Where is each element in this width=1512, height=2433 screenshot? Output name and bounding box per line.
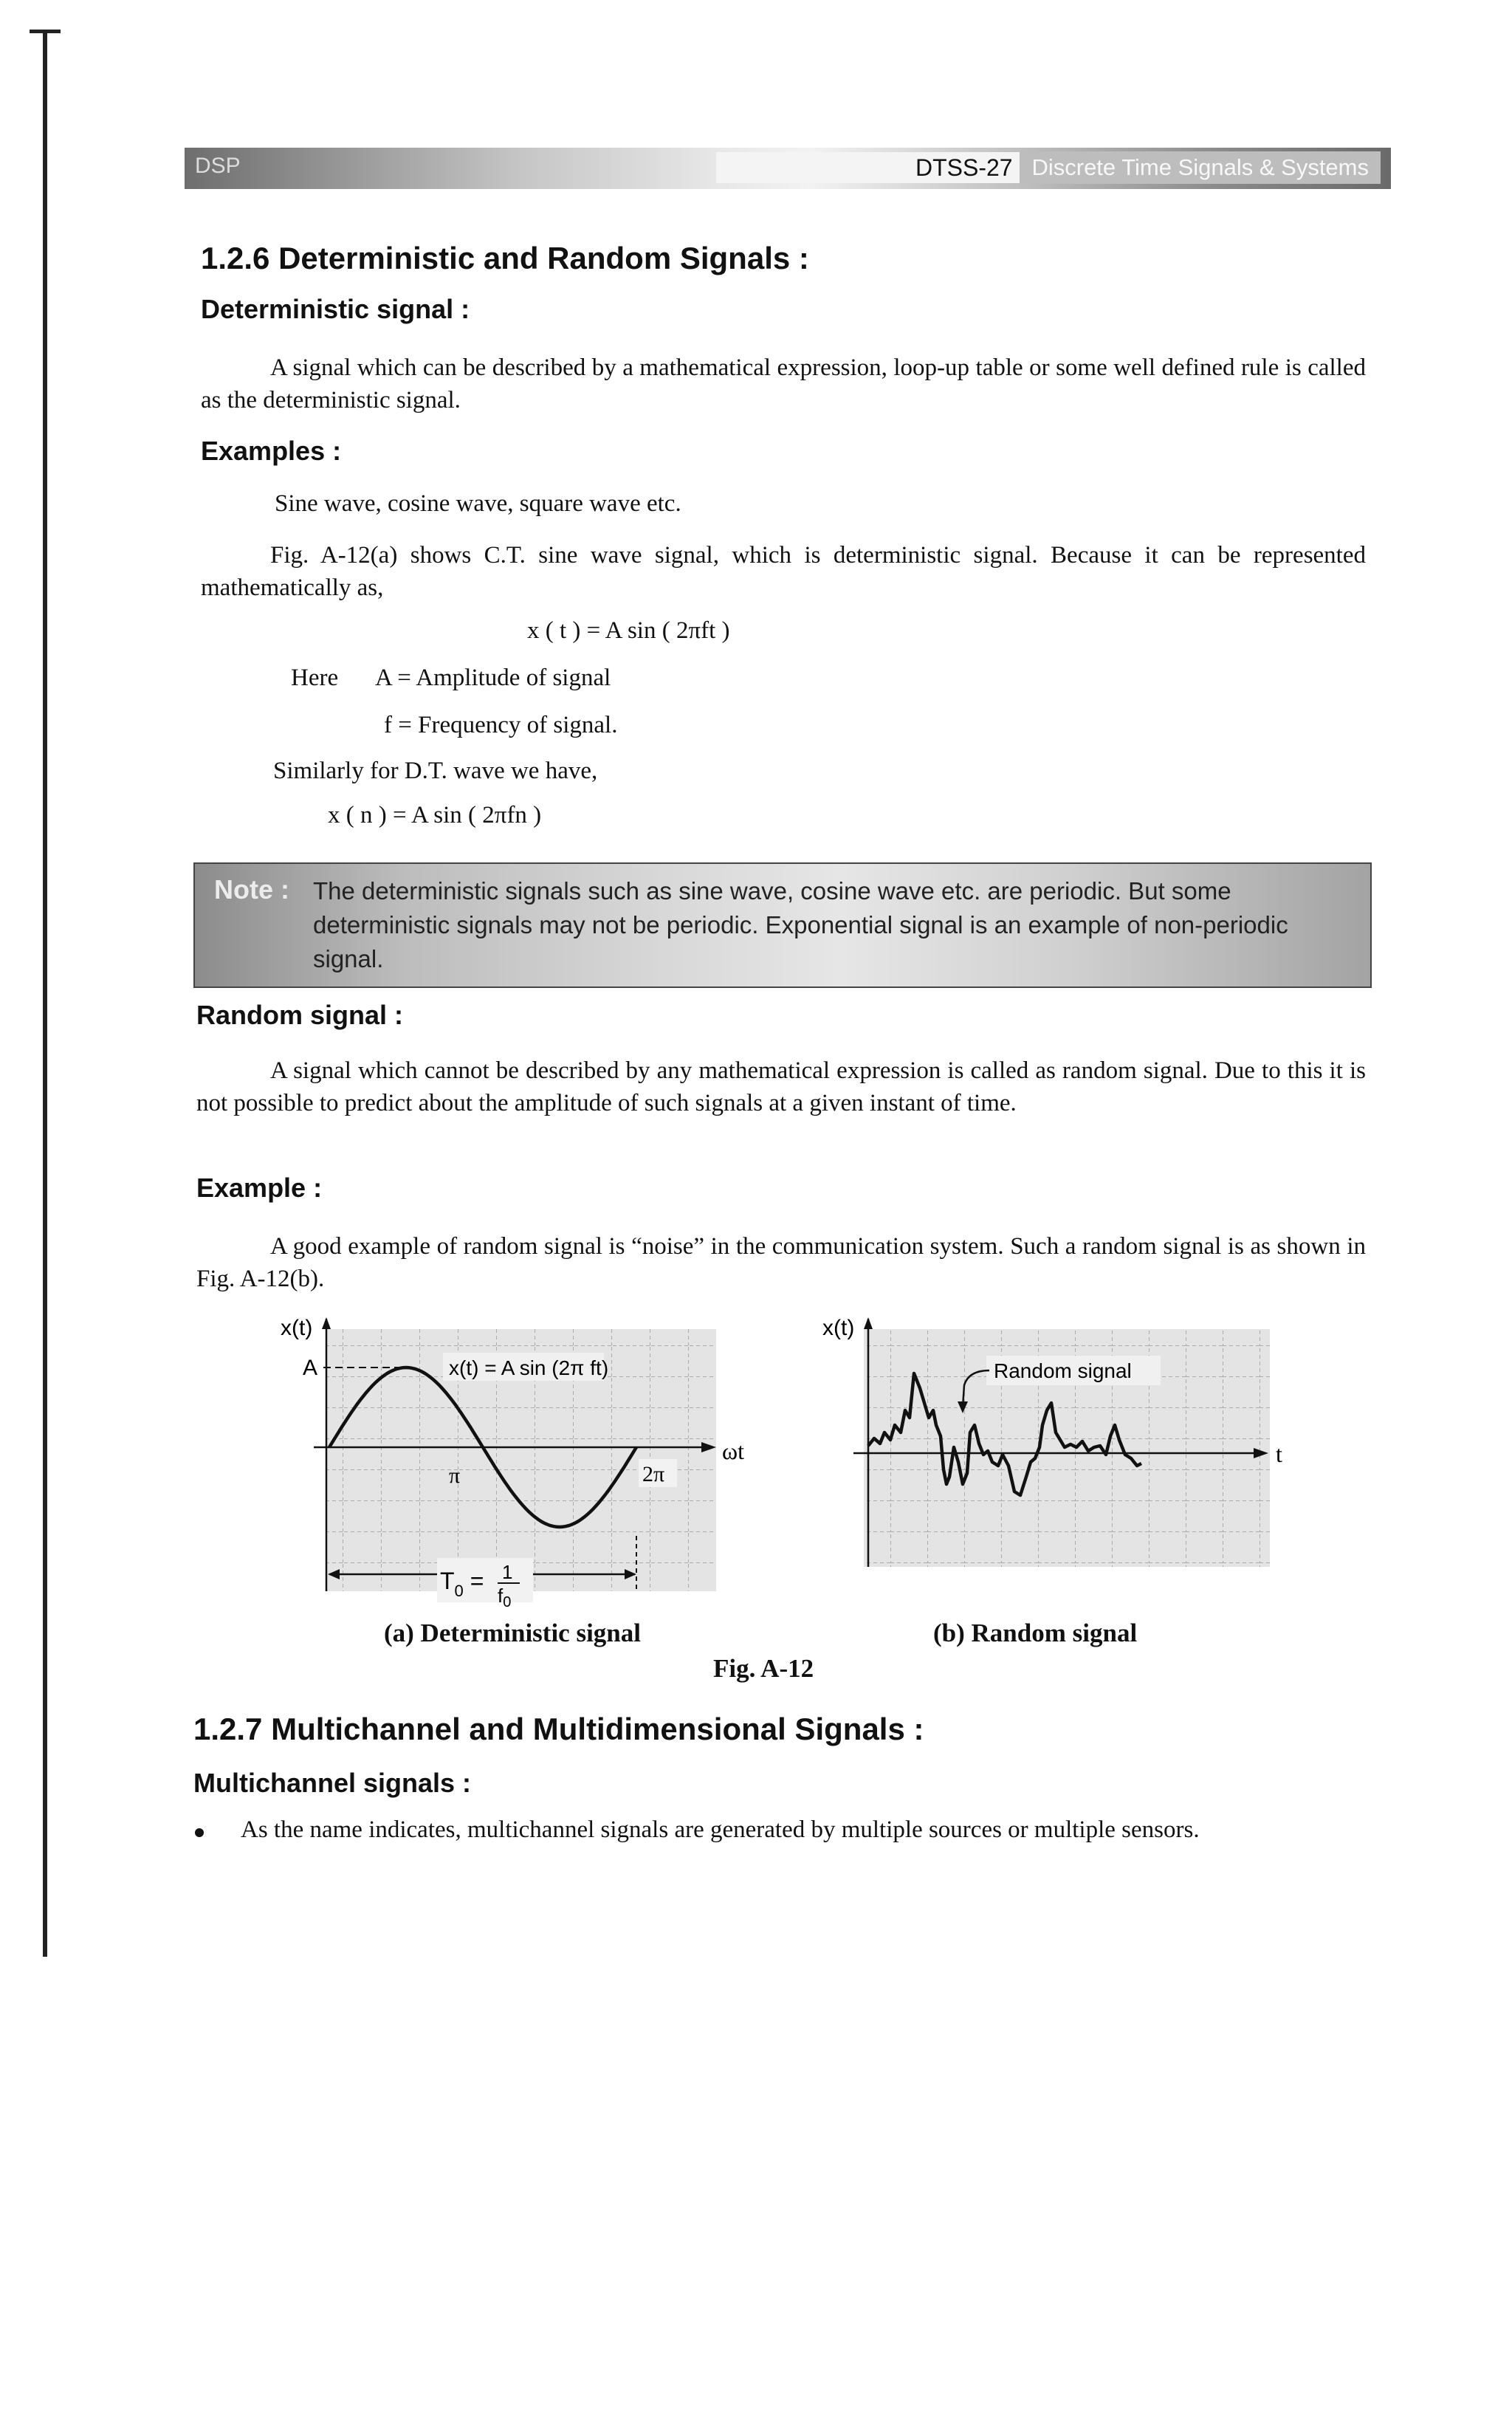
caption-b: (b) Random signal [933,1619,1138,1647]
period-symbol: T [440,1568,455,1594]
figure-b-random-plot [817,1314,1319,1580]
note-label: Note : [214,874,289,905]
subheading-multichannel-signals: Multichannel signals : [193,1768,472,1798]
header-page-code: DTSS-27 [915,154,1013,181]
random-example-paragraph: A good example of random signal is “noise” in the communication system. Such a random signal is as shown in Fig. A-12(b). [196,1233,1366,1292]
deterministic-definition: A signal which can be described by a mathematical expression, loop-up table or some well defined rule is called as the deterministic signal. [201,354,1366,413]
fig-a-x-axis-label: ωt [722,1438,744,1464]
figure-reference-paragraph: Fig. A-12(a) shows C.T. sine wave signal, which is deterministic signal. Because it can be represented mathematically as, [201,542,1366,601]
running-header [185,148,1391,189]
figure-a-deterministic-plot [266,1314,783,1610]
fig-b-x-axis-label: t [1276,1441,1282,1467]
fig-a-curve-label: x(t) = A sin (2π ft) [449,1356,609,1379]
definition-amplitude: A = Amplitude of signal [375,665,611,691]
fig-b-curve-label: Random signal [994,1359,1132,1382]
fig-a-pi-label: π [449,1463,461,1488]
equation-continuous: x ( t ) = A sin ( 2πft ) [527,617,730,644]
equation-discrete: x ( n ) = A sin ( 2πfn ) [328,802,542,828]
caption-a: (a) Deterministic signal [384,1619,641,1647]
random-definition: A signal which cannot be described by any mathematical expression is called as random signal. Due to this it is not possible to predict about the amplitude of such signals at a given instant of time. [196,1057,1366,1116]
header-book-code: DSP [195,154,241,178]
fig-b-y-axis-label: x(t) [822,1316,855,1340]
header-chapter-title: Discrete Time Signals & Systems [1020,151,1381,184]
y-axis-arrow [322,1317,331,1329]
section-heading-1-2-7: 1.2.7 Multichannel and Multidimensional Signals : [193,1712,924,1746]
fraction-den-f: f [498,1585,504,1607]
period-subscript: 0 [454,1582,464,1600]
binding-rule [43,30,47,1957]
fraction-numerator: 1 [502,1561,513,1583]
header-page-code-box [716,152,1026,183]
subheading-example: Example : [196,1173,323,1203]
figure-label: Fig. A-12 [713,1654,814,1683]
note-box [193,862,1372,988]
similarly-line: Similarly for D.T. wave we have, [273,758,598,784]
definition-frequency: f = Frequency of signal. [384,712,618,738]
multichannel-bullet-text: As the name indicates, multichannel signals are generated by multiple sources or multiple sensors. [241,1816,1200,1843]
fig-a-amplitude-label: A [303,1356,318,1380]
fraction-den-subscript: 0 [503,1594,512,1610]
section-heading-1-2-6: 1.2.6 Deterministic and Random Signals : [201,241,809,275]
examples-list: Sine wave, cosine wave, square wave etc. [275,490,681,517]
fig-a-y-axis-label: x(t) [281,1316,313,1340]
subheading-random-signal: Random signal : [196,1000,404,1030]
period-equals: = [463,1568,484,1594]
fig-a-two-pi-label: 2π [642,1462,665,1486]
y-axis-arrow [864,1317,873,1329]
subheading-examples: Examples : [201,436,342,466]
note-text: The deterministic signals such as sine wave, cosine wave etc. are periodic. But some deterministic signals may not be periodic. Exponential signal is an example of non-periodic signal. [313,877,1288,972]
here-label: Here [291,665,339,691]
bullet-marker [195,1828,204,1837]
subheading-deterministic-signal: Deterministic signal : [201,294,470,324]
